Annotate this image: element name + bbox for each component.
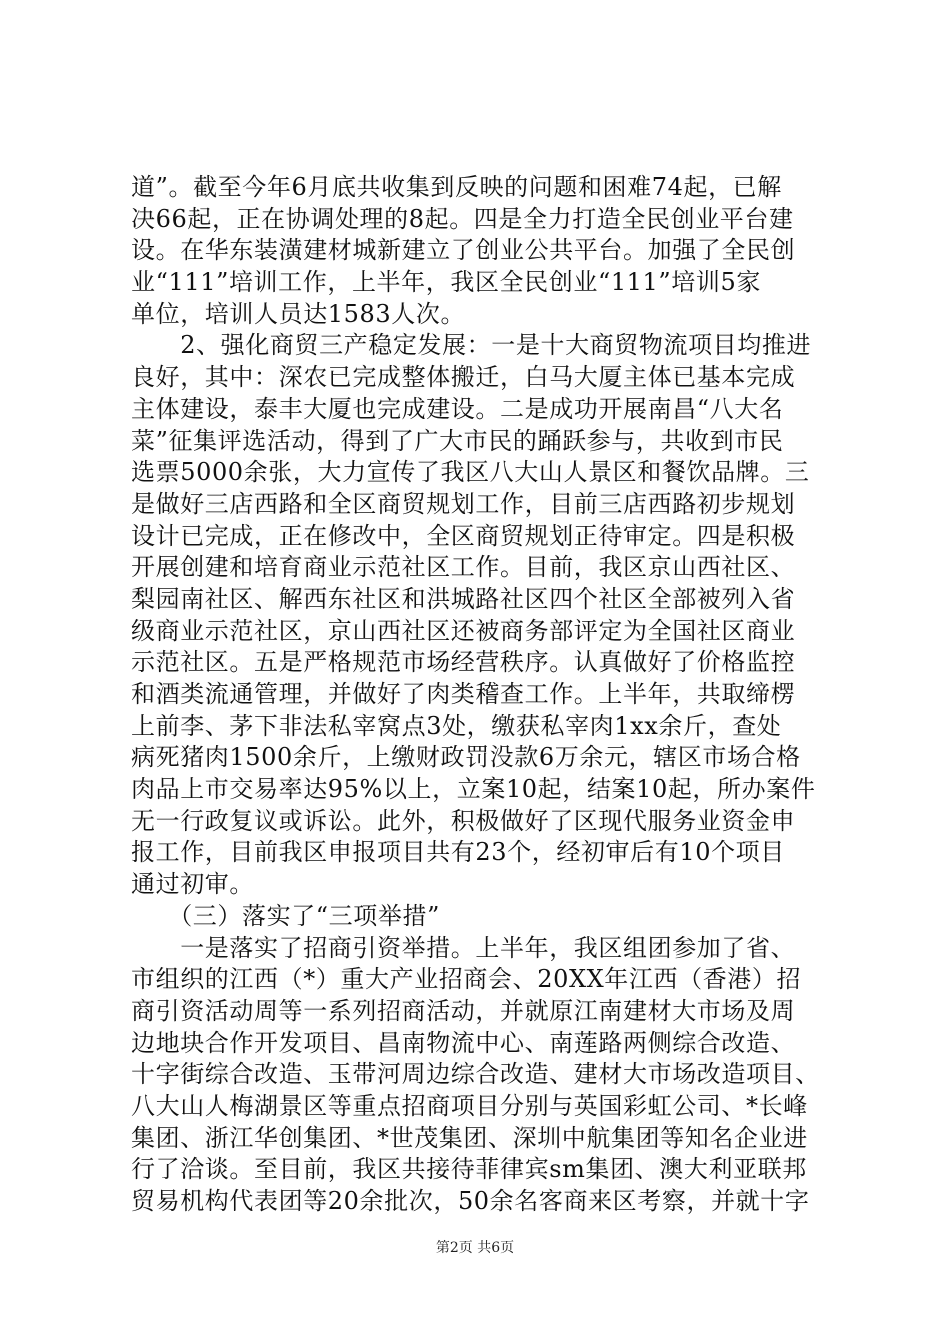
text-line: 行了洽谈。至目前，我区共接待菲律宾sm集团、澳大利亚联邦 — [131, 1155, 807, 1184]
text-line: 贸易机构代表团等20余批次，50余名客商来区考察，并就十字 — [131, 1187, 810, 1215]
text-line: 示范社区。五是严格规范市场经营秩序。认真做好了价格监控 — [131, 648, 796, 677]
body-text — [131, 172, 831, 1218]
text-line: 道”。截至今年6月底共收集到反映的问题和困难74起，已解 — [131, 173, 782, 201]
text-line: 集团、浙江华创集团、*世茂集团、深圳中航集团等知名企业进 — [131, 1123, 808, 1152]
text-line: 单位，培训人员达1583人次。 — [131, 299, 466, 328]
text-line: 决66起，正在协调处理的8起。四是全力打造全民创业平台建 — [131, 204, 794, 233]
text-line: 肉品上市交易率达95%以上，立案10起，结案10起，所办案件 — [131, 775, 816, 804]
text-line: 通过初审。 — [131, 870, 254, 899]
text-line: 八大山人梅湖景区等重点招商项目分别与英国彩虹公司、*长峰 — [131, 1091, 808, 1120]
text-line: 报工作，目前我区申报项目共有23个，经初审后有10个项目 — [131, 838, 785, 867]
text-line: 业“111”培训工作，上半年，我区全民创业“111”培训5家 — [131, 268, 761, 297]
text-line: 病死猪肉1500余斤，上缴财政罚没款6万余元，辖区市场合格 — [131, 743, 801, 772]
text-line: 设计已完成，正在修改中，全区商贸规划正待审定。四是积极 — [131, 521, 796, 550]
text-line: 设。在华东装潢建材城新建立了创业公共平台。加强了全民创 — [131, 236, 796, 265]
text-line: 2、强化商贸三产稳定发展：一是十大商贸物流项目均推进 — [131, 331, 812, 360]
text-line: 级商业示范社区，京山西社区还被商务部评定为全国社区商业 — [131, 616, 796, 645]
text-line: 商引资活动周等一系列招商活动，并就原江南建材大市场及周 — [131, 996, 796, 1025]
text-line: 开展创建和培育商业示范社区工作。目前，我区京山西社区、 — [131, 553, 796, 582]
text-line: （三）落实了“三项举措” — [131, 901, 440, 930]
text-line: 和酒类流通管理，并做好了肉类稽查工作。上半年，共取缔楞 — [131, 680, 796, 708]
text-line: 良好，其中：深农已完成整体搬迁，白马大厦主体已基本完成 — [131, 363, 796, 392]
page-footer: 第2页 共6页 — [435, 1240, 515, 1256]
text-line: 十字街综合改造、玉带河周边综合改造、建材大市场改造项目、 — [131, 1060, 820, 1089]
text-line: 是做好三店西路和全区商贸规划工作，目前三店西路初步规划 — [131, 489, 796, 518]
text-line: 边地块合作开发项目、昌南物流中心、南莲路两侧综合改造、 — [131, 1028, 796, 1057]
text-line: 市组织的江西（*）重大产业招商会、20XX年江西（香港）招 — [131, 965, 802, 994]
text-line: 菜”征集评选活动，得到了广大市民的踊跃参与，共收到市民 — [131, 426, 784, 455]
text-line: 选票5000余张，大力宣传了我区八大山人景区和餐饮品牌。三 — [131, 458, 810, 487]
text-line: 上前李、茅下非法私宰窝点3处，缴获私宰肉1xx余斤，查处 — [131, 711, 782, 740]
text-line: 主体建设，泰丰大厦也完成建设。二是成功开展南昌“八大名 — [131, 394, 784, 423]
text-line: 梨园南社区、解西东社区和洪城路社区四个社区全部被列入省 — [131, 584, 796, 613]
text-line: 无一行政复议或诉讼。此外，积极做好了区现代服务业资金申 — [131, 806, 796, 835]
text-line: 一是落实了招商引资举措。上半年，我区组团参加了省、 — [131, 933, 796, 962]
